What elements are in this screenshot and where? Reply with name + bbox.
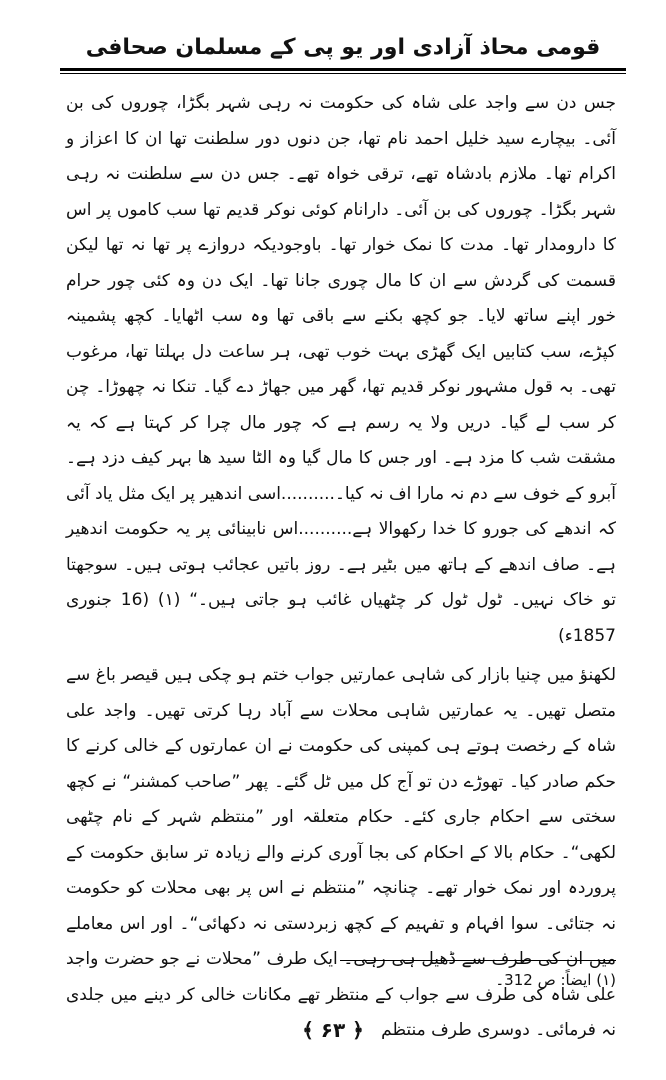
page-number: ﴿ ۶۳ ﴾ (302, 1018, 364, 1042)
header-rule-thin (60, 73, 626, 74)
paragraph-quote: جس دن سے واجد علی شاہ کی حکومت نہ رہی شہر بگڑا، چوروں کی بن آئی۔ بیچارے سید خلیل احمد نام تھا، جن دنوں دور سلطنت تھا ان کا اعزاز و اکرام تھا۔ ملازم بادشاہ تھے، ترقی خواہ تھے۔ جس دن سے سلطنت نہ رہی شہر بگڑا۔ چوروں کی بن آئی۔ دارانام کوئی نوکر قدیم تھا سب کاموں پر اس کا دارومدار تھا۔ مدت کا نمک خوار تھا۔ باوجودیکہ دروازے پر تھا نہ تھا لیکن قسمت کی گردش سے ان کا مال چوری جانا تھا۔ ایک دن وہ کئی چور حرام خور اپنے ساتھ لایا۔ جو کچھ بکنے سے باقی تھا وہ سب اٹھایا۔ کچھ پشمینہ کپڑے، سب کتابیں ایک گھڑی بہت خوب تھی، ہر ساعت دل بہلتا تھا، مرغوب تھی۔ بہ قول مشہور نوکر قدیم تھا، گھر میں جھاڑ دے گیا۔ تنکا نہ چھوڑا۔ چن کر سب لے گیا۔ دریں ولا یہ رسم ہے کہ چور مال چرا کر کہتا ہے کہ یہ مشقت شب کا مزد ہے۔ اور جس کا مال گیا وہ الٹا سید ھا بہر کیف دزد ہے۔ آبرو کے خوف سے دم نہ مارا اف نہ کیا۔..........اسی اندھیر پر ایک مثل یاد آئی کہ اندھے کی جورو کا خدا رکھوالا ہے..........اس نابینائی پر یہ حکومت اندھیر ہے۔ صاف اندھے کے ہاتھ میں بٹیر ہے۔ روز باتیں عجائب ہوتی ہیں۔ سوجھتا تو خاک نہیں۔ ٹول ٹول کر چٹھیاں غائب ہو جاتی ہیں۔“ (۱) (16 جنوری 1857ء) (66, 93, 616, 646)
footnote: (۱) ایضاً: ص 312۔ (495, 971, 616, 989)
header-rule (60, 68, 626, 71)
running-header: قومی محاذ آزادی اور یو پی کے مسلمان صحافی (85, 35, 601, 60)
paragraph-chinya-bazaar: لکھنؤ میں چنیا بازار کی شاہی عمارتیں جواب ختم ہو چکی ہیں قیصر باغ سے متصل تھیں۔ یہ عمارتیں شاہی محلات سے آباد رہا کرتی تھیں۔ واجد علی شاہ کے رخصت ہوتے ہی کمپنی کی حکومت نے ان عمارتوں کے خالی کرنے کا حکم صادر کیا۔ تھوڑے دن تو آج کل میں ٹل گئے۔ پھر ”صاحب کمشنر“ نے کچھ سختی سے احکام جاری کئے۔ حکام متعلقہ اور ”منتظم شہر کے نام چٹھی لکھی“۔ حکام بالا کے احکام کی بجا آوری کرنے والے زیادہ تر سابق حکومت کے پروردہ اور نمک خوار تھے۔ چنانچہ ”منتظم نے اس پر بھی محلات کو حکومت نہ جتائی۔ سوا افہام و تفہیم کے کچھ زبردستی نہ دکھائی“۔ اور اس معاملے میں ان کی طرف سے ڈھیل ہی رہی۔ ایک طرف ”محلات نے جو حضرت واجد علی شاہ کی طرف سے جواب کے منتظر تھے مکانات خالی کر دینے میں جلدی نہ فرمائی۔ دوسری طرف منتظم (66, 665, 616, 1040)
footnote-rule (340, 960, 616, 961)
body-text (66, 86, 616, 1049)
